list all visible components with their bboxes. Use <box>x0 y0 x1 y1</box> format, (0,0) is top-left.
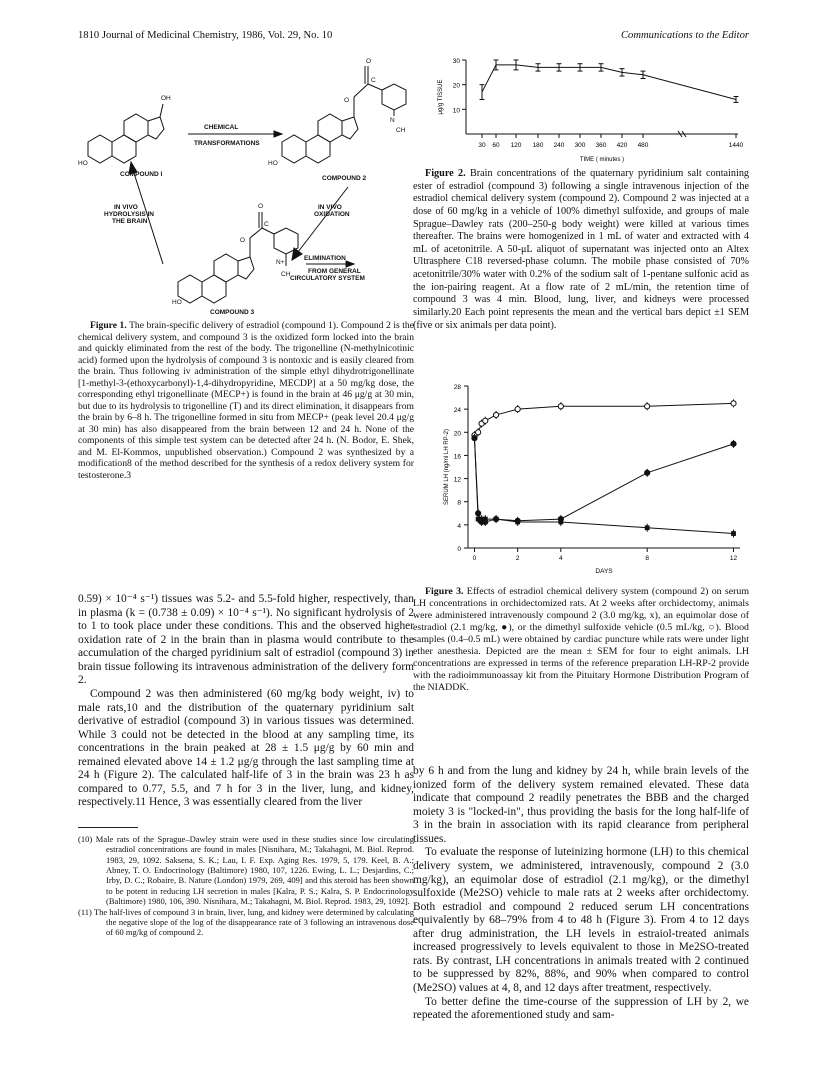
figure-3-caption <box>413 586 749 694</box>
left-body-paragraph-1: 0.59) × 10⁻⁴ s⁻¹) tissues was 5.2- and 5.5-fold higher, respectively, than in plasma (k = (0.738 ± 0.09) × 10⁻⁴ s⁻¹). No significant hydrolysis of 2 to 1 to took place under these conditions. This and the observed higher oxidation rate of 2 in the brain than in plasma would contribute to the accumulation of the charged pyridinium salt of estradiol (compound 3) in brain tissue following its intravenous administration of the delivery form 2. <box>78 593 414 687</box>
figure-2-chart <box>420 52 756 168</box>
right-body-paragraph-3: To better define the time-course of the suppression of LH by 2, we repeated the aforementioned study and sam- <box>413 995 749 1022</box>
data-point-filled-square <box>731 531 736 536</box>
data-point-open-circle <box>515 407 520 412</box>
c-label-2: C <box>371 77 376 84</box>
figure-1-caption <box>78 320 414 481</box>
chemical-label: CHEMICAL <box>204 124 239 131</box>
figure-1-scheme <box>78 52 414 314</box>
o-ester-label-3: O <box>240 237 246 244</box>
figure-3-chart <box>440 378 756 578</box>
footnote-rule <box>78 827 138 828</box>
running-header-left: 1810 Journal of Medicinal Chemistry, 1986, Vol. 29, No. 10 <box>78 30 333 41</box>
in-vivo-oxidation-2: OXIDATION <box>314 211 350 218</box>
x-tick-label: 120 <box>510 142 522 149</box>
x-axis-title: TIME ( minutes ) <box>579 157 625 163</box>
y-tick-label: 0 <box>457 546 461 553</box>
elimination-label: ELIMINATION <box>304 255 346 262</box>
c-label-3: C <box>264 221 269 228</box>
figure-1-caption-label: Figure 1. <box>90 320 127 331</box>
y-tick-label: 20 <box>453 430 461 438</box>
data-point-open-circle <box>558 404 563 409</box>
circulatory-system-label: CIRCULATORY SYSTEM <box>290 275 365 282</box>
y-axis-title: SERUM LH (ng/ml LH RP-2) <box>444 428 450 506</box>
data-point-open-circle <box>483 418 488 423</box>
o-ester-label-2: O <box>344 97 350 104</box>
x-tick-label: 4 <box>559 555 563 562</box>
compound-1-label: COMPOUND I <box>120 171 163 178</box>
x-tick-label: 360 <box>595 142 607 149</box>
figure-1-caption-text: The brain-specific delivery of estradiol (compound 1). Compound 2 is the chemical delivery system, and compound 3 is the oxidized form locked into the brain and quickly eliminated from the rest of the body. The trigonelline (N-methylnicotinic acid) formed upon the hydrolysis of compound 3 is nontoxic and is easily cleared from the brain. Thus following iv administration of the simple ethyl dihydrotrigonellinate [1-methyl-3-(ethoxycarbonyl)-1,4-dihydropyridine, MECDP] at a 50 mg/kg dose, the corresponding ethyl trigonellinate (MECP+) is found in the brain at 46 μg/g at 30 min, but due to its hydrolysis to trigonelline (T) and its direct elimination, it disappears from the brain by 6–8 h. The trigonelline formed in situ from MECP+ (peak level 20.4 μg/g at 30 min) has also disappeared from the brain between 12 and 24 h. None of the components of this simple test system can be detected after 24 h. (N. Bodor, E. Shek, and M. El-Kommos, unpublished observation.) Compound 2 was synthesized by a modification8 of the method described for the synthesis of a redox delivery system for testosterone.3 <box>78 320 414 481</box>
in-vivo-oxidation-1: IN VIVO <box>318 204 342 211</box>
x-tick-label: 1440 <box>728 142 744 149</box>
x-tick-label: 60 <box>492 142 500 149</box>
left-body-paragraph-2: Compound 2 was then administered (60 mg/kg body weight, iv) to male rats,10 and the distribution of the quaternary pyridinium salt derivative of estradiol (compound 3) in various tissues was determined. While 3 could not be detected in the blood at any sampling time, its concentrations in the brain peaked at 28 ± 1.5 μg/g by 60 min and remained elevated above 14 ± 1.2 μg/g through the last sampling time at 24 h (Figure 2). The calculated half-life of 3 in the brain was 23 h as compared to 0.77, 5.5, and 7 h for 3 in the liver, lung, and kidney, respectively.11 Hence, 3 was essentially cleared from the liver <box>78 687 414 809</box>
data-point-filled-square <box>645 525 650 530</box>
y-tick-label: 8 <box>457 499 461 507</box>
y-tick-label: 10 <box>452 107 460 115</box>
y-tick-label: 4 <box>457 522 461 530</box>
data-point-filled-square <box>494 517 499 522</box>
series-line-filled-square <box>474 438 733 533</box>
ho-label-3: HO <box>172 299 182 306</box>
y-axis-title: μg/g TISSUE <box>438 79 444 115</box>
n-plus-label: N+ <box>276 259 285 266</box>
ch3-label-3: CH <box>281 271 291 278</box>
right-body-paragraph-2: To evaluate the response of luteinizing hormone (LH) to this chemical delivery system, we administered, intravenously, compound 2 (3.0 mg/kg), an equimolar dose of estradiol (2.1 mg/kg), or the dimethyl sulfoxide (Me2SO) vehicle to male rats at 2 weeks after orchidectomy. Both estradiol and compound 2 reduced serum LH concentrations equivalently by 68–79% from 4 to 48 h (Figure 3). From 4 to 12 days after drug administration, the LH levels in estraiol-treated animals increased progressively to levels equivalent to those in Me2SO-treated rats. By contrast, LH concentrations in animals treated with 2 continued to be suppressed by 82%, 88%, and 90% when compared to control (Me2SO) values at 4, 8, and 12 days after treatment, respectively. <box>413 846 749 994</box>
in-vivo-hydrolysis-2: HYDROLYSIS IN <box>104 211 154 218</box>
ho-label-2: HO <box>268 160 278 167</box>
running-header-right: Communications to the Editor <box>620 30 749 41</box>
x-tick-label: 30 <box>478 142 486 149</box>
x-tick-label: 420 <box>616 142 628 149</box>
ho-label-1: HO <box>78 160 88 167</box>
brain-concentration-line <box>482 65 736 100</box>
figure-2-caption-label: Figure 2. <box>425 168 466 179</box>
left-column-body <box>78 593 414 810</box>
x-tick-label: 2 <box>515 555 520 562</box>
figure-3-caption-label: Figure 3. <box>425 586 464 597</box>
data-point-open-circle <box>645 404 650 409</box>
x-tick-label: 300 <box>574 142 586 149</box>
figure-2-caption <box>413 168 749 332</box>
y-tick-label: 30 <box>452 58 460 65</box>
compound-3-label: COMPOUND 3 <box>210 309 255 314</box>
y-tick-label: 28 <box>453 384 461 391</box>
figure-3-caption-text: Effects of estradiol chemical delivery system (compound 2) on serum LH concentrations in orchidectomized rats. At 2 weeks after orchidectomy, animals were administered intravenously compound 2 (3.0 mg/kg, x), an equimolar dose of estradiol (2.1 mg/kg, ●), or the dimethyl sulfoxide vehicle (0.5 mL/kg, ○). Blood samples (0.4–0.5 mL) were obtained by cardiac puncture while rats were under light ether anesthesia. Depicted are the mean ± SEM for four to eight animals. LH concentrations are expressed in terms of the reference preparation LH-RP-2 provide with the radioimmunoassay kit from the Pituitary Hormone Distribution Program of the NIADDK. <box>413 586 749 693</box>
data-point-filled-square <box>472 436 477 441</box>
footnote-11: (11) The half-lives of compound 3 in brain, liver, lung, and kidney were determined by calculating the negative slope of the log of the disappearance rate of 3 following an intravenous dose of 60 mg/kg of compound 2. <box>78 906 414 938</box>
x-tick-label: 240 <box>553 142 565 149</box>
y-tick-label: 20 <box>452 82 460 90</box>
from-general-label: FROM GENERAL <box>308 268 361 275</box>
x-axis-title: DAYS <box>595 568 613 575</box>
o-label-3: O <box>258 203 264 210</box>
data-point-open-circle <box>476 430 481 435</box>
figure-2-caption-text: Brain concentrations of the quaternary pyridinium salt containing ester of estradiol (compound 3) following a single intravenous injection of the estradiol chemical delivery system (compound 2). Compound 2 was injected at a dose of 60 mg/kg in a vehicle of 100% dimethyl sulfoxide, and groups of male Sprague–Dawley rats (200–250-g body weight) were killed at various times thereafter. The brains were homogenized in 1 mL of water and extracted with 4 mL of acetonitrile. A 50-μL aliquot of supernatant was injected onto an Altex Ultrasphere C18 reversed-phase column. The mobile phase consisted of 70% acetonitrile/30% water with 0.2% of the sodium salt of 1-pentane sulfonic acid as the ion-pairing reagent. At a flow rate of 2 mL/min, the retention time of compound 3 was 4 min. Blood, lung, liver, and kidneys were processed similarly.20 Each point represents the mean and the vertical bars depict ±1 SEM (five or six animals per data point). <box>413 168 750 331</box>
y-tick-label: 24 <box>453 407 461 415</box>
right-body-paragraph-1: by 6 h and from the lung and kidney by 24 h, while brain levels of the ionized form of the delivery system remained elevated. These data indicate that compound 2 readily penetrates the BBB and the charged moiety 3 is "locked-in", thus providing the basis for the long half-life of 3 in the brain in association with its rapid clearance from peripheral tissues. <box>413 765 749 845</box>
y-tick-label: 16 <box>453 453 461 461</box>
x-tick-label: 12 <box>729 555 738 562</box>
ch3-label-2: CH <box>396 127 406 134</box>
x-tick-label: 8 <box>645 555 649 562</box>
series-line-filled-circle <box>474 438 733 522</box>
x-tick-label: 0 <box>472 555 477 562</box>
data-point-filled-circle <box>645 470 650 475</box>
data-point-filled-square <box>515 520 520 525</box>
data-point-open-circle <box>731 401 736 406</box>
o-label-2: O <box>366 58 372 65</box>
series-line-open-circle <box>474 403 733 435</box>
n-label-2: N <box>390 117 395 124</box>
transformations-label: TRANSFORMATIONS <box>194 140 260 147</box>
data-point-filled-circle <box>731 441 736 446</box>
in-vivo-hydrolysis-1: IN VIVO <box>114 204 138 211</box>
footnotes <box>78 834 414 938</box>
x-tick-label: 180 <box>532 142 544 149</box>
oh-label: OH <box>161 95 171 102</box>
x-tick-label: 480 <box>637 142 649 149</box>
in-vivo-hydrolysis-3: THE BRAIN <box>112 218 148 225</box>
right-column-body <box>413 765 749 1023</box>
y-tick-label: 12 <box>453 476 461 484</box>
data-point-filled-square <box>558 520 563 525</box>
footnote-10: (10) Male rats of the Sprague–Dawley strain were used in these studies since low circulating estradiol concentrations are found in males [Nisnihara, M.; Takahagni, M. Biol. Reprod. 1983, 29, 1092. Saksena, S. K.; Lau, I. F. Exp. Aging Res. 1979, 5, 179. Keel, B. A.; Abney, T. O. Endocrinology (Baltimore) 1980, 107, 1226. Ewing, L. L.; Desjardins, C.; Irby, D. C.; Robaire, B. Nature (London) 1979, 269, 409] and this steroid has been shown to be potent in reducing LH secretion in males [Kalra, P. S.; Kalra, S. P. Endocrinology (Baltimore) 1980, 106, 390. Nisnihara, M.; Takahagni, M. Biol. Reprod. 1983, 29, 1092]. <box>78 834 414 907</box>
data-point-filled-square <box>483 517 488 522</box>
compound-2-label: COMPOUND 2 <box>322 175 367 182</box>
data-point-open-circle <box>493 412 498 417</box>
